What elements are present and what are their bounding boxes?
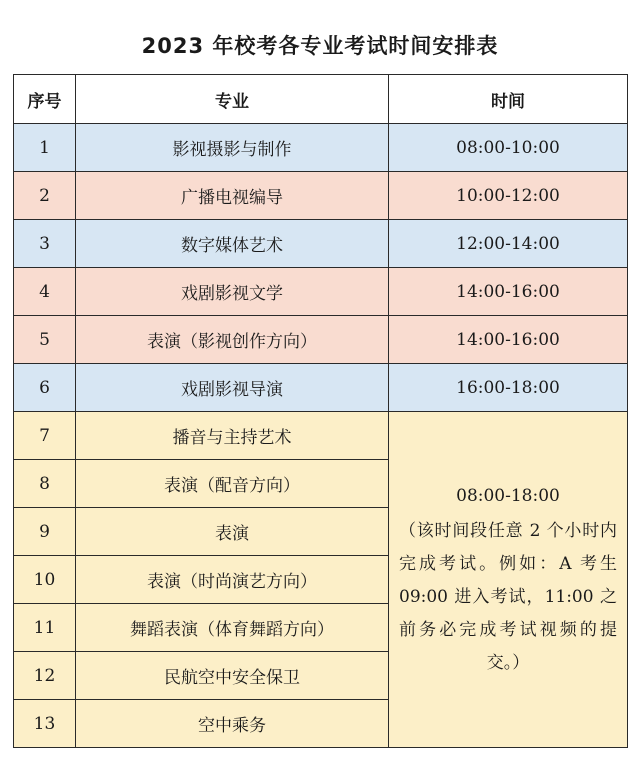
table-header-row bbox=[14, 75, 628, 124]
row-no: 7 bbox=[14, 412, 76, 460]
row-major: 表演（影视创作方向） bbox=[76, 316, 389, 364]
row-major: 数字媒体艺术 bbox=[76, 220, 389, 268]
table-row bbox=[14, 268, 628, 316]
row-no: 10 bbox=[14, 556, 76, 604]
header-no: 序号 bbox=[14, 75, 76, 124]
page-title: 2023 年校考各专业考试时间安排表 bbox=[141, 34, 499, 58]
row-no: 13 bbox=[14, 700, 76, 748]
row-major: 空中乘务 bbox=[76, 700, 389, 748]
table-row bbox=[14, 412, 628, 460]
row-major: 戏剧影视导演 bbox=[76, 364, 389, 412]
row-time: 08:00-10:00 bbox=[389, 124, 628, 172]
row-major: 戏剧影视文学 bbox=[76, 268, 389, 316]
row-no: 3 bbox=[14, 220, 76, 268]
table-row bbox=[14, 220, 628, 268]
header-major: 专业 bbox=[76, 75, 389, 124]
row-no: 1 bbox=[14, 124, 76, 172]
merged-time-cell bbox=[389, 412, 628, 748]
table-row bbox=[14, 124, 628, 172]
row-major: 表演（配音方向） bbox=[76, 460, 389, 508]
row-no: 4 bbox=[14, 268, 76, 316]
row-no: 9 bbox=[14, 508, 76, 556]
header-time: 时间 bbox=[389, 75, 628, 124]
schedule-table bbox=[13, 74, 628, 748]
row-time: 16:00-18:00 bbox=[389, 364, 628, 412]
table-row bbox=[14, 172, 628, 220]
row-major: 民航空中安全保卫 bbox=[76, 652, 389, 700]
row-time: 12:00-14:00 bbox=[389, 220, 628, 268]
row-major: 影视摄影与制作 bbox=[76, 124, 389, 172]
row-time: 14:00-16:00 bbox=[389, 316, 628, 364]
merged-time: 08:00-18:00 bbox=[456, 485, 560, 506]
row-no: 6 bbox=[14, 364, 76, 412]
row-no: 12 bbox=[14, 652, 76, 700]
row-major: 表演（时尚演艺方向） bbox=[76, 556, 389, 604]
row-major: 表演 bbox=[76, 508, 389, 556]
row-time: 10:00-12:00 bbox=[389, 172, 628, 220]
row-major: 舞蹈表演（体育舞蹈方向） bbox=[76, 604, 389, 652]
merged-time-note: （该时间段任意 2 个小时内完成考试。例如：A 考生 09:00 进入考试，11:00 之前务必完成考试视频的提交。） bbox=[399, 520, 617, 673]
row-no: 5 bbox=[14, 316, 76, 364]
row-time: 14:00-16:00 bbox=[389, 268, 628, 316]
row-no: 8 bbox=[14, 460, 76, 508]
row-major: 广播电视编导 bbox=[76, 172, 389, 220]
row-no: 11 bbox=[14, 604, 76, 652]
row-major: 播音与主持艺术 bbox=[76, 412, 389, 460]
row-no: 2 bbox=[14, 172, 76, 220]
table-row bbox=[14, 364, 628, 412]
table-row bbox=[14, 316, 628, 364]
